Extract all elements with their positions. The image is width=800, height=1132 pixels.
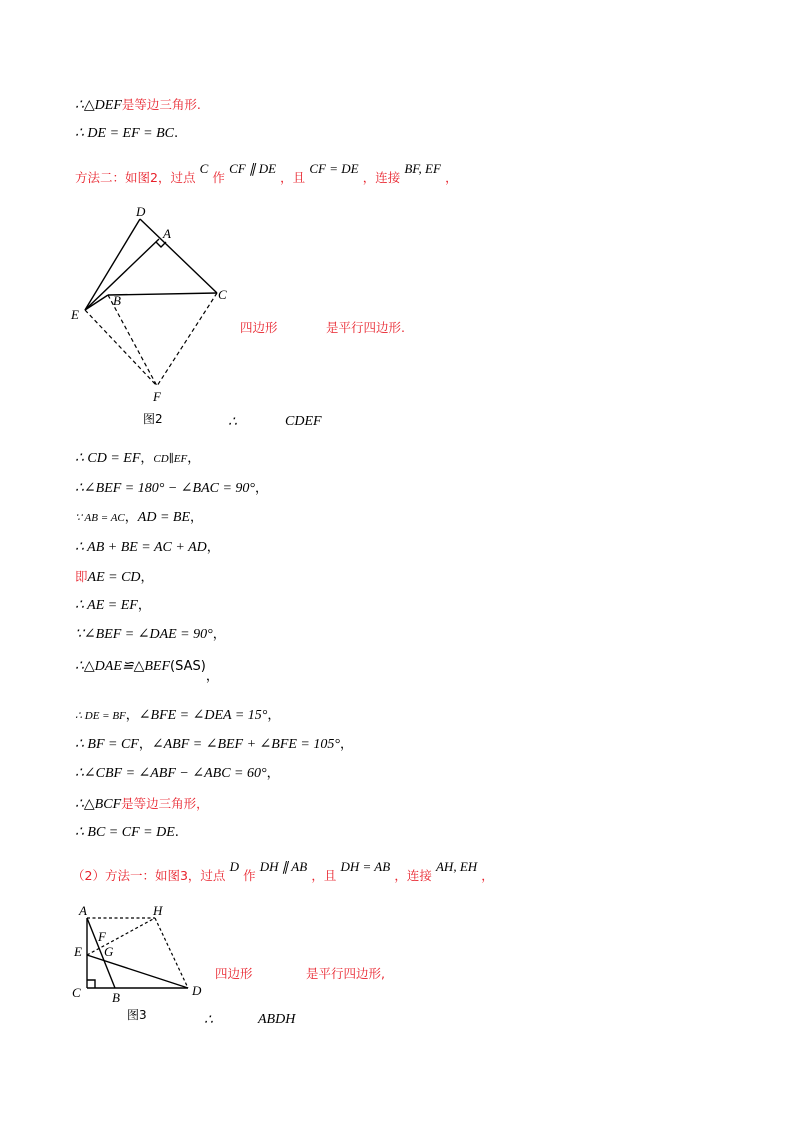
line-8 bbox=[75, 569, 154, 586]
tail: ， bbox=[266, 766, 280, 781]
line-11 bbox=[75, 659, 219, 684]
label-e: E bbox=[71, 307, 79, 322]
line-4 bbox=[75, 451, 200, 467]
tail: . bbox=[174, 825, 179, 840]
line-5 bbox=[75, 481, 268, 497]
cond-3: AH, EH bbox=[435, 859, 478, 874]
figure-2-svg bbox=[60, 200, 260, 430]
tail: ， bbox=[255, 481, 269, 496]
text: 是等边三角形， bbox=[121, 796, 209, 811]
tail: ， bbox=[212, 627, 226, 642]
line-16 bbox=[75, 825, 179, 841]
cond-2: DH = AB bbox=[340, 859, 391, 874]
math: ∴ DE = BF bbox=[75, 710, 126, 722]
line-14 bbox=[75, 766, 280, 782]
line-1 bbox=[75, 97, 201, 114]
label-e: E bbox=[74, 944, 82, 959]
paren: (SAS) bbox=[170, 659, 206, 674]
word: ，且 bbox=[280, 170, 306, 185]
lead: （2）方法一：如图3，过点 bbox=[72, 868, 226, 883]
quad-name: ABDH bbox=[258, 1012, 296, 1027]
word: ，连接 bbox=[394, 868, 432, 883]
quad-name: CDEF bbox=[285, 414, 322, 429]
tail: ， bbox=[137, 598, 151, 613]
fig3-text-quadrilateral: 四边形 bbox=[215, 966, 253, 981]
sep: ， bbox=[138, 737, 152, 752]
label-f: F bbox=[153, 389, 161, 404]
line-10 bbox=[75, 627, 226, 643]
figure-3-svg bbox=[65, 898, 215, 1028]
math: ∵∠BEF = ∠DAE = 90° bbox=[75, 627, 213, 642]
tail: ， bbox=[187, 451, 201, 466]
word: ，连接 bbox=[362, 170, 401, 185]
math: ∠BFE = ∠DEA = 15° bbox=[138, 708, 268, 723]
label-a: A bbox=[79, 903, 87, 918]
therefore-symbol: ∴ bbox=[228, 415, 237, 430]
math: ∴△DAE≌△BEF bbox=[75, 659, 171, 674]
lead: 方法二：如图2，过点 bbox=[75, 170, 196, 185]
label-c: C bbox=[72, 985, 81, 1000]
math: CD∥EF bbox=[153, 453, 188, 465]
label-f: F bbox=[98, 929, 106, 944]
tail: ， bbox=[190, 510, 204, 525]
math: ∴ BF = CF bbox=[75, 737, 139, 752]
math: ∴△BCF bbox=[75, 797, 122, 812]
line-2 bbox=[75, 126, 178, 142]
math: ∠ABF = ∠BEF + ∠BFE = 105° bbox=[151, 737, 340, 752]
line-13 bbox=[75, 737, 353, 753]
fig2-text-parallelogram: 是平行四边形. bbox=[326, 320, 405, 335]
cond-2: CF = DE bbox=[309, 161, 359, 176]
fig2-text-quadrilateral: 四边形 bbox=[240, 320, 278, 335]
label-c: C bbox=[218, 287, 227, 302]
word: ，且 bbox=[311, 868, 337, 883]
point-c: C bbox=[199, 161, 209, 176]
sep: ， bbox=[140, 451, 154, 466]
label-b: B bbox=[113, 293, 121, 308]
tail: . bbox=[173, 126, 179, 141]
line-7 bbox=[75, 540, 220, 556]
line-9 bbox=[75, 598, 151, 614]
word: 作 bbox=[243, 868, 256, 883]
math: ∴∠BEF = 180° − ∠BAC = 90° bbox=[75, 481, 256, 496]
lead: 即 bbox=[75, 569, 88, 584]
math: ∴ AE = EF bbox=[75, 598, 138, 613]
tail: ， bbox=[205, 669, 219, 684]
math: AE = CD bbox=[87, 570, 141, 585]
tail: ， bbox=[206, 540, 220, 555]
line-12 bbox=[75, 708, 280, 724]
math: ∴ DE = EF = BC bbox=[75, 126, 174, 141]
tail: ， bbox=[339, 737, 353, 752]
math: ∴∠CBF = ∠ABF − ∠ABC = 60° bbox=[75, 766, 267, 781]
therefore-symbol: ∴ bbox=[204, 1013, 213, 1028]
math: AD = BE bbox=[137, 510, 191, 525]
sep: ， bbox=[125, 708, 139, 723]
figure-2 bbox=[60, 200, 260, 434]
figure-caption: 图2 bbox=[143, 412, 163, 426]
cond-1: CF ∥ DE bbox=[229, 161, 277, 176]
text: 是等边三角形. bbox=[121, 97, 201, 112]
tail: ， bbox=[267, 708, 281, 723]
cond-1: DH ∥ AB bbox=[259, 859, 308, 874]
word: 作 bbox=[212, 170, 225, 185]
line-3 bbox=[75, 161, 458, 187]
label-h: H bbox=[153, 903, 163, 918]
math: ∴ BC = CF = DE bbox=[75, 825, 175, 840]
math: ∴ AB + BE = AC + AD bbox=[75, 540, 207, 555]
sep: ， bbox=[124, 510, 138, 525]
line-17 bbox=[72, 859, 494, 885]
tail: ， bbox=[140, 570, 154, 585]
word: ， bbox=[445, 170, 458, 185]
line-15 bbox=[75, 796, 209, 813]
point-d: D bbox=[229, 859, 239, 874]
label-d: D bbox=[136, 204, 146, 219]
label-g: G bbox=[104, 944, 114, 959]
label-b: B bbox=[112, 990, 120, 1005]
figure-caption: 图3 bbox=[127, 1008, 147, 1022]
fig3-text-parallelogram: 是平行四边形, bbox=[306, 966, 385, 981]
label-d: D bbox=[192, 983, 202, 998]
figure-3 bbox=[65, 898, 215, 1032]
line-6 bbox=[75, 510, 203, 526]
word: ， bbox=[481, 868, 494, 883]
math: ∴△DEF bbox=[75, 98, 122, 113]
cond-3: BF, EF bbox=[404, 161, 441, 176]
label-a: A bbox=[163, 226, 171, 241]
math: ∵ AB = AC bbox=[75, 512, 125, 524]
math: ∴ CD = EF bbox=[75, 451, 141, 466]
